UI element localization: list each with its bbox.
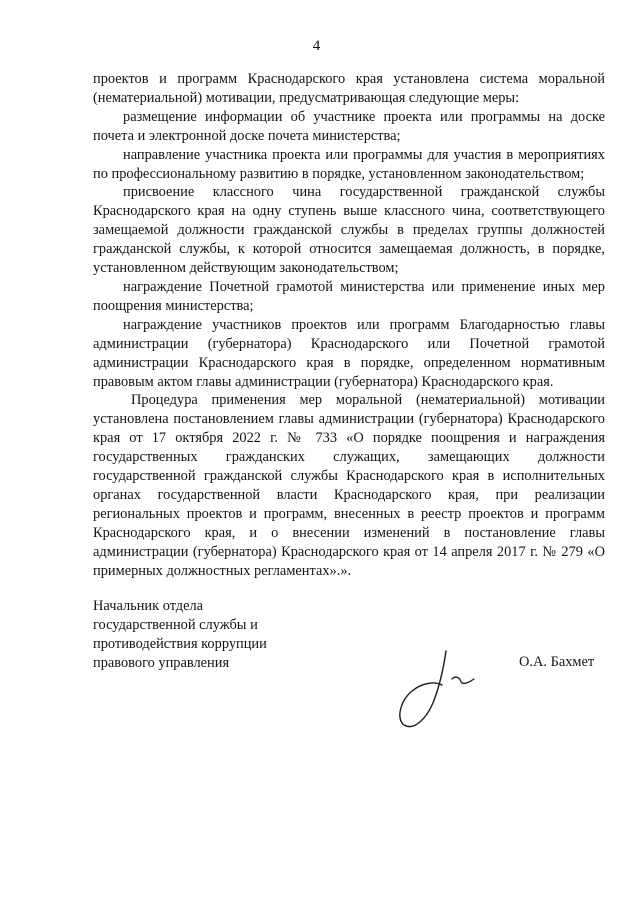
paragraph-measure-honor-board: размещение информации об участнике проекта или программы на доске почета и электронной доске почета министерства; (93, 108, 605, 144)
handwritten-signature (388, 645, 488, 735)
paragraph-measure-class-rank: присвоение классного чина государственной гражданской службы Краснодарского края на одну ступень выше классного чина, соответствующего замещаемой должности гражданской службы в пределах группы должностей гражданской службы, к которой относится замещаемая должность, в порядке, установленном действующим законодательством; (93, 184, 605, 277)
position-line: государственной службы и (93, 617, 258, 633)
paragraph-measure-ministry-certificate: награждение Почетной грамотой министерства или применение иных мер поощрения министерства; (93, 278, 605, 314)
page-number: 4 (312, 38, 321, 54)
paragraph-measure-governor-gratitude: награждение участников проектов или программ Благодарностью главы администрации (губернатора) Краснодарского или Почетной грамотой администрации Краснодарского края в порядке, определенном нормативным правовым актом главы администрации (губернатора) Краснодарского края. (93, 316, 605, 390)
signer-name: О.А. Бахмет (519, 654, 595, 670)
position-line: противодействия коррупции (93, 636, 267, 652)
paragraph-measure-professional-development: направление участника проекта или программы для участия в мероприятиях по профессиональному развитию в порядке, установленном законодательством; (93, 146, 605, 182)
paragraph-intro: проектов и программ Краснодарского края установлена система моральной (нематериальной) мотивации, предусматривающая следующие меры: (93, 71, 605, 106)
paragraph-procedure: Процедура применения мер моральной (нематериальной) мотивации установлена постановлением главы администрации (губернатора) Краснодарского края от 17 октября 2022 г. № 733 «О порядке поощрения и награждения государственных гражданских служащих, замещающих должности государственной гражданской службы Краснодарского края в исполнительных органах государственной власти Краснодарского края, при реализации региональных проектов и программ, внесенных в реестр проектов и программ Краснодарского края, и о внесении изменений в постановление главы администрации (губернатора) Краснодарского края от 14 апреля 2017 г. № 279 «О примерных должностных регламентах».». (93, 392, 605, 579)
position-line: Начальник отдела (93, 598, 204, 614)
signatory-position (93, 597, 267, 673)
document-body (93, 70, 605, 580)
position-line: правового управления (93, 655, 230, 671)
